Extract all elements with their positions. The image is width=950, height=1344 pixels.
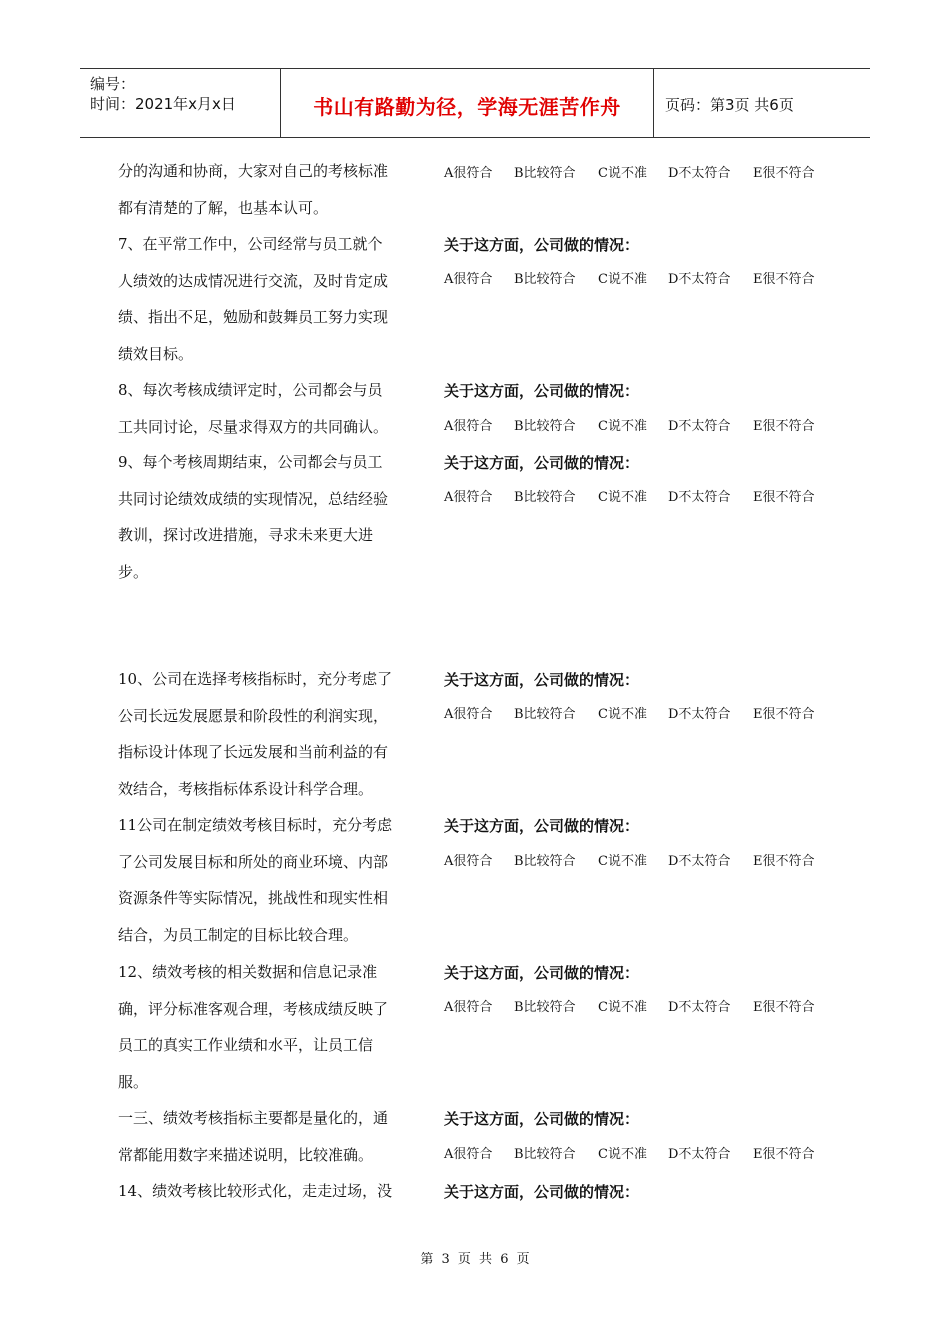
option-a[interactable]: A很符合 [444,490,493,505]
question-heading: 关于这方面，公司做的情况： [444,1110,640,1128]
header-page-cell [655,69,870,137]
question-line: 共同讨论绩效成绩的实现情况，总结经验 [118,489,389,508]
option-c[interactable]: C说不准 [598,490,647,505]
option-d[interactable]: D不太符合 [668,1147,731,1162]
option-a[interactable]: A很符合 [444,1000,493,1015]
question-line: 分的沟通和协商，大家对自己的考核标准 [118,162,389,180]
option-d[interactable]: D不太符合 [668,707,731,722]
option-d[interactable]: D不太符合 [668,1000,731,1015]
option-b[interactable]: B比较符合 [514,272,576,287]
question-line: 公司长远发展愿景和阶段性的利润实现， [118,706,389,725]
question-text [118,661,430,808]
option-b[interactable]: B比较符合 [514,490,576,505]
question-heading: 关于这方面，公司做的情况： [444,454,640,472]
question-line: 绩、指出不足，勉励和鼓舞员工努力实现 [118,308,389,327]
question-line: 8、每次考核成绩评定时，公司都会与员 [118,381,383,399]
option-a[interactable]: A很符合 [444,272,493,287]
option-a[interactable]: A很符合 [444,854,493,869]
question-line: 常都能用数字来描述说明，比较准确。 [118,1145,374,1164]
option-d[interactable]: D不太符合 [668,166,731,181]
question-heading: 关于这方面，公司做的情况： [444,817,640,835]
document-date-label: 时间：2021年x月x日 [90,95,236,113]
option-d[interactable]: D不太符合 [668,854,731,869]
question-line: 11公司在制定绩效考核目标时，充分考虑 [118,816,393,834]
question-text [118,226,430,373]
page-header [80,68,870,138]
question-line: 14、绩效考核比较形式化，走走过场，没 [118,1182,393,1200]
header-meta-cell [80,69,281,137]
question-line: 人绩效的达成情况进行交流，及时肯定成 [118,271,389,290]
option-e[interactable]: E很不符合 [753,854,815,869]
answer-options [444,703,844,721]
option-b[interactable]: B比较符合 [514,166,576,181]
question-text [118,1173,430,1210]
question-heading: 关于这方面，公司做的情况： [444,671,640,689]
document-number-label: 编号： [90,75,136,93]
option-b[interactable]: B比较符合 [514,854,576,869]
option-e[interactable]: E很不符合 [753,490,815,505]
question-line: 员工的真实工作业绩和水平，让员工信 [118,1036,374,1055]
option-a[interactable]: A很符合 [444,707,493,722]
question-line: 教训，探讨改进措施，寻求未来更大进 [118,526,374,545]
question-text [118,807,430,954]
option-c[interactable]: C说不准 [598,1000,647,1015]
option-c[interactable]: C说不准 [598,707,647,722]
answer-options [444,1143,844,1161]
header-page-number: 页码：第3页 共6页 [665,96,794,114]
option-c[interactable]: C说不准 [598,854,647,869]
option-e[interactable]: E很不符合 [753,419,815,434]
question-line: 9、每个考核周期结束，公司都会与员工 [118,453,383,471]
question-line: 指标设计体现了长远发展和当前利益的有 [118,743,389,762]
option-a[interactable]: A很符合 [444,166,493,181]
option-e[interactable]: E很不符合 [753,1147,815,1162]
option-e[interactable]: E很不符合 [753,166,815,181]
header-motto: 书山有路勤为径，学海无涯苦作舟 [313,95,621,119]
question-text [118,372,430,445]
option-d[interactable]: D不太符合 [668,490,731,505]
question-line: 10、公司在选择考核指标时，充分考虑了 [118,670,393,688]
answer-options [444,850,844,868]
option-b[interactable]: B比较符合 [514,1000,576,1015]
question-line: 效结合，考核指标体系设计科学合理。 [118,780,374,799]
question-text [118,444,430,591]
question-heading: 关于这方面，公司做的情况： [444,964,640,982]
question-line: 服。 [118,1073,149,1092]
option-a[interactable]: A很符合 [444,419,493,434]
answer-options [444,486,844,504]
answer-options [444,996,844,1014]
option-a[interactable]: A很符合 [444,1147,493,1162]
option-c[interactable]: C说不准 [598,419,647,434]
question-text [118,153,430,226]
option-b[interactable]: B比较符合 [514,707,576,722]
page-footer: 第 3 页 共 6 页 [420,1252,530,1267]
option-c[interactable]: C说不准 [598,166,647,181]
header-motto-cell [281,69,654,137]
question-heading: 关于这方面，公司做的情况： [444,236,640,254]
option-d[interactable]: D不太符合 [668,419,731,434]
question-line: 绩效目标。 [118,345,194,364]
option-c[interactable]: C说不准 [598,272,647,287]
question-heading: 关于这方面，公司做的情况： [444,1183,640,1201]
answer-options [444,415,844,433]
question-line: 资源条件等实际情况，挑战性和现实性相 [118,889,389,908]
answer-options [444,268,844,286]
question-line: 工共同讨论，尽量求得双方的共同确认。 [118,417,389,436]
question-line: 12、绩效考核的相关数据和信息记录准 [118,963,378,981]
option-c[interactable]: C说不准 [598,1147,647,1162]
question-text [118,954,430,1101]
answer-options [444,162,844,180]
question-line: 7、在平常工作中，公司经常与员工就个 [118,235,383,253]
question-line: 步。 [118,563,149,582]
option-e[interactable]: E很不符合 [753,1000,815,1015]
question-line: 了公司发展目标和所处的商业环境、内部 [118,852,389,871]
question-line: 一三、绩效考核指标主要都是量化的，通 [118,1109,389,1127]
question-text [118,1100,430,1173]
question-line: 结合，为员工制定的目标比较合理。 [118,926,359,945]
question-line: 都有清楚的了解，也基本认可。 [118,198,329,217]
option-b[interactable]: B比较符合 [514,419,576,434]
question-line: 确，评分标准客观合理，考核成绩反映了 [118,999,389,1018]
option-e[interactable]: E很不符合 [753,707,815,722]
option-d[interactable]: D不太符合 [668,272,731,287]
option-b[interactable]: B比较符合 [514,1147,576,1162]
question-heading: 关于这方面，公司做的情况： [444,382,640,400]
option-e[interactable]: E很不符合 [753,272,815,287]
